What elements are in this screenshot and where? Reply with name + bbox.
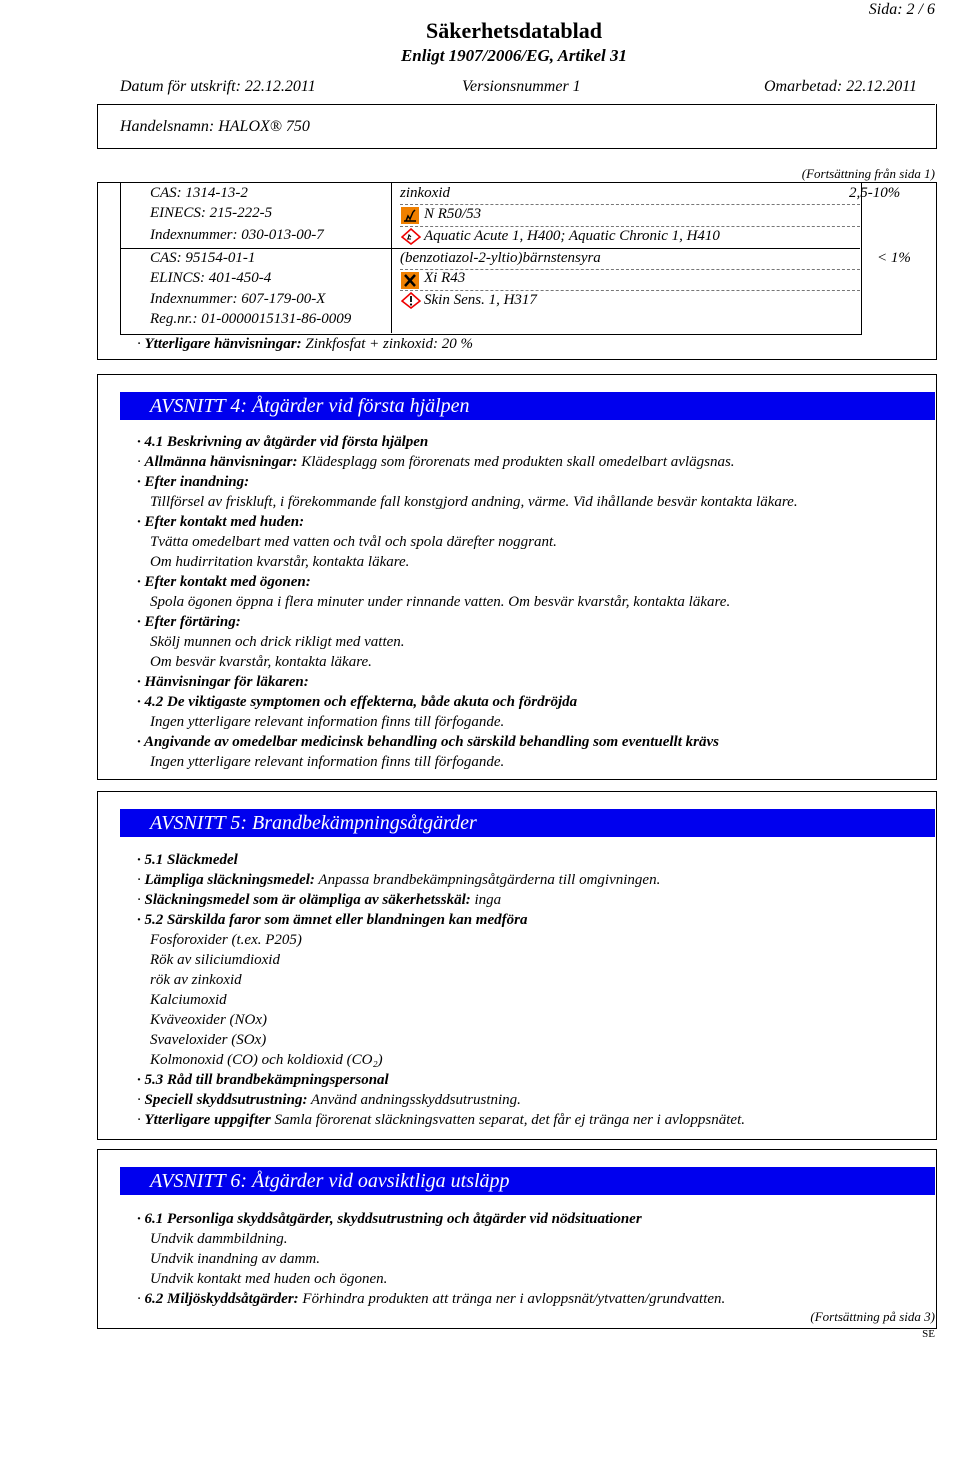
irritant-x-icon (401, 272, 419, 289)
classification-2b: Skin Sens. 1, H317 (424, 292, 537, 308)
eye-heading: · Efter kontakt med ögonen: (137, 574, 311, 590)
unsuitable-text: inga (470, 892, 502, 908)
revision-date: Omarbetad: 22.12.2011 (764, 78, 918, 95)
skin-text-1: Tvätta omedelbart med vatten och tvål och spola därefter noggrant. (150, 534, 557, 550)
unsuitable-media: · Släckningsmedel som är olämpliga av säkerhetsskäl: inga (137, 892, 502, 908)
inhalation-heading: · Efter inandning: (137, 474, 250, 490)
section-5-title: AVSNITT 5: Brandbekämpningsåtgärder (150, 812, 477, 834)
s4-3-info: Ingen ytterligare relevant information finns till förfogande. (150, 754, 505, 770)
hazard-item: Kalciumoxid (150, 992, 227, 1008)
s6-1-line: Undvik inandning av damm. (150, 1251, 320, 1267)
classification-1b: Aquatic Acute 1, H400; Aquatic Chronic 1, H410 (424, 228, 720, 244)
hazard-item: Kolmonoxid (CO) och koldioxid (CO₂) (150, 1052, 383, 1068)
s6-1-line: Undvik dammbildning. (150, 1231, 288, 1247)
classification-1a: N R50/53 (424, 206, 482, 222)
ppe-label: Speciell skyddsutrustning: (144, 1092, 308, 1108)
special-ppe: · Speciell skyddsutrustning: Använd andningsskyddsutrustning. (137, 1092, 521, 1108)
exclamation-icon (401, 292, 421, 309)
skin-text-2: Om hudirritation kvarstår, kontakta läkare. (150, 554, 410, 570)
s6-2-text: Förhindra produkten att tränga ner i avloppsnät/ytvatten/grundvatten. (298, 1291, 726, 1307)
s5-3-text: 5.3 Råd till brandbekämpningspersonal (144, 1072, 389, 1088)
hazard-item: Kväveoxider (NOx) (150, 1012, 268, 1028)
index-1: Indexnummer: 030-013-00-7 (150, 227, 324, 243)
eye-label: Efter kontakt med ögonen: (144, 574, 311, 590)
s6-1-heading: · 6.1 Personliga skyddsåtgärder, skyddsutrustning och åtgärder vid nödsituationer (137, 1211, 642, 1227)
substance-name-1: zinkoxid (400, 185, 450, 201)
s6-2-line: · 6.2 Miljöskyddsåtgärder: Förhindra produkten att tränga ner i avloppsnät/ytvatten/grundvatten. (137, 1291, 726, 1307)
concentration-2: < 1% (877, 250, 911, 266)
s5-2-heading: · 5.2 Särskilda faror som ämnet eller blandningen kan medföra (137, 912, 528, 928)
section-6-title: AVSNITT 6: Åtgärder vid oavsiktliga utsläpp (150, 1170, 510, 1192)
suitable-media: · Lämpliga släckningsmedel: Anpassa brandbekämpningsåtgärderna till omgivningen. (137, 872, 661, 888)
cas-1: CAS: 1314-13-2 (150, 185, 248, 201)
section-4-heading (120, 392, 935, 420)
more-label: Ytterligare uppgifter (144, 1112, 271, 1128)
s6-2-label: 6.2 Miljöskyddsåtgärder: (144, 1291, 299, 1307)
classification-2a: Xi R43 (424, 270, 466, 286)
s5-1-text: 5.1 Släckmedel (144, 852, 238, 868)
s4-1-heading: · 4.1 Beskrivning av åtgärder vid första hjälpen (137, 434, 429, 450)
continued-to: (Fortsättning på sida 3) (810, 1309, 935, 1324)
language-code: SE (922, 1328, 935, 1340)
general-text: Klädesplagg som förorenats med produkten skall omedelbart avlägsnas. (297, 454, 735, 470)
version-number: Versionsnummer 1 (462, 78, 581, 95)
hazard-item: Rök av siliciumdioxid (150, 952, 280, 968)
unsuitable-label: Släckningsmedel som är olämpliga av säkerhetsskäl: (144, 892, 471, 908)
inhalation-label: Efter inandning: (144, 474, 250, 490)
skin-heading: · Efter kontakt med huden: (137, 514, 305, 530)
hazard-item: Svaveloxider (SOx) (150, 1032, 267, 1048)
print-date: Datum för utskrift: 22.12.2011 (120, 78, 316, 95)
more-text: Samla förorenat släckningsvatten separat, det får ej tränga ner i avloppsnätet. (270, 1112, 746, 1128)
dash-line (400, 226, 860, 227)
ghs-environment-icon (401, 228, 421, 245)
dash-line (400, 290, 860, 291)
general-advice: · Allmänna hänvisningar: Klädesplagg som förorenats med produkten skall omedelbart avlägsnas. (137, 454, 735, 470)
s5-1-heading: · 5.1 Släckmedel (137, 852, 238, 868)
cas-2: CAS: 95154-01-1 (150, 250, 256, 266)
ingestion-heading: · Efter förtäring: (137, 614, 241, 630)
ppe-text: Använd andningsskyddsutrustning. (307, 1092, 521, 1108)
page-number: Sida: 2 / 6 (868, 1, 935, 18)
s4-3-heading: · Angivande av omedelbar medicinsk behandling och särskild behandling som eventuellt krävs (137, 734, 719, 750)
s4-2-text: 4.2 De viktigaste symptomen och effekterna, både akuta och fördröjda (144, 694, 578, 710)
s5-3-heading: · 5.3 Råd till brandbekämpningspersonal (137, 1072, 389, 1088)
skin-label: Efter kontakt med huden: (144, 514, 305, 530)
table-row-divider (120, 248, 860, 249)
environment-hazard-icon (401, 207, 419, 224)
table-col-divider (391, 182, 392, 333)
suitable-text: Anpassa brandbekämpningsåtgärderna till omgivningen. (314, 872, 661, 888)
s6-1-text: 6.1 Personliga skyddsåtgärder, skyddsutrustning och åtgärder vid nödsituationer (144, 1211, 642, 1227)
section-6-heading (120, 1167, 935, 1195)
s4-2-heading: · 4.2 De viktigaste symptomen och effekterna, både akuta och fördröjda (137, 694, 578, 710)
suitable-label: Lämpliga släckningsmedel: (144, 872, 315, 888)
concentration-1: 2,5-10% (849, 185, 901, 201)
section-5-heading (120, 809, 935, 837)
additional-label: Ytterligare hänvisningar: (144, 336, 302, 352)
document-subtitle: Enligt 1907/2006/EG, Artikel 31 (400, 46, 628, 65)
s6-1-line: Undvik kontakt med huden och ögonen. (150, 1271, 388, 1287)
hazard-item: rök av zinkoxid (150, 972, 242, 988)
hazard-item: Fosforoxider (t.ex. P205) (150, 932, 302, 948)
doctor-heading: · Hänvisningar för läkaren: (137, 674, 309, 690)
trade-name: Handelsnamn: HALOX® 750 (120, 118, 310, 135)
continued-from: (Fortsättning från sida 1) (801, 166, 935, 181)
dash-line (400, 269, 860, 270)
dash-line (400, 204, 860, 205)
substance-name-2: (benzotiazol-2-yltio)bärnstensyra (400, 250, 601, 266)
document-title: Säkerhetsdatablad (425, 18, 603, 43)
general-label: Allmänna hänvisningar: (144, 454, 298, 470)
additional-info: · Ytterligare hänvisningar: Zinkfosfat + zinkoxid: 20 % (137, 336, 473, 352)
section-4-title: AVSNITT 4: Åtgärder vid första hjälpen (150, 395, 470, 417)
index-2: Indexnummer: 607-179-00-X (150, 291, 326, 307)
ingestion-text-2: Om besvär kvarstår, kontakta läkare. (150, 654, 372, 670)
s4-2-info: Ingen ytterligare relevant information finns till förfogande. (150, 714, 505, 730)
elincs-2: ELINCS: 401-450-4 (150, 270, 272, 286)
regnr-2: Reg.nr.: 01-0000015131-86-0009 (150, 311, 352, 327)
einecs-1: EINECS: 215-222-5 (150, 205, 273, 221)
additional-text: Zinkfosfat + zinkoxid: 20 % (301, 336, 473, 352)
doctor-label: Hänvisningar för läkaren: (144, 674, 309, 690)
s5-2-text: 5.2 Särskilda faror som ämnet eller blandningen kan medföra (144, 912, 528, 928)
inhalation-text: Tillförsel av friskluft, i förekommande fall konstgjord andning, värme. Vid ihållande besvär kontakta läkare. (150, 494, 798, 510)
ingestion-label: Efter förtäring: (144, 614, 241, 630)
s4-1-text: 4.1 Beskrivning av åtgärder vid första hjälpen (144, 434, 429, 450)
eye-text: Spola ögonen öppna i flera minuter under rinnande vatten. Om besvär kvarstår, kontakta läkare. (150, 594, 731, 610)
ingestion-text-1: Skölj munnen och drick rikligt med vatten. (150, 634, 405, 650)
s4-3-text: Angivande av omedelbar medicinsk behandling och särskild behandling som eventuellt krävs (143, 734, 719, 750)
additional-fire-info: · Ytterligare uppgifter Samla förorenat släckningsvatten separat, det får ej tränga ner i avloppsnätet. (137, 1112, 746, 1128)
